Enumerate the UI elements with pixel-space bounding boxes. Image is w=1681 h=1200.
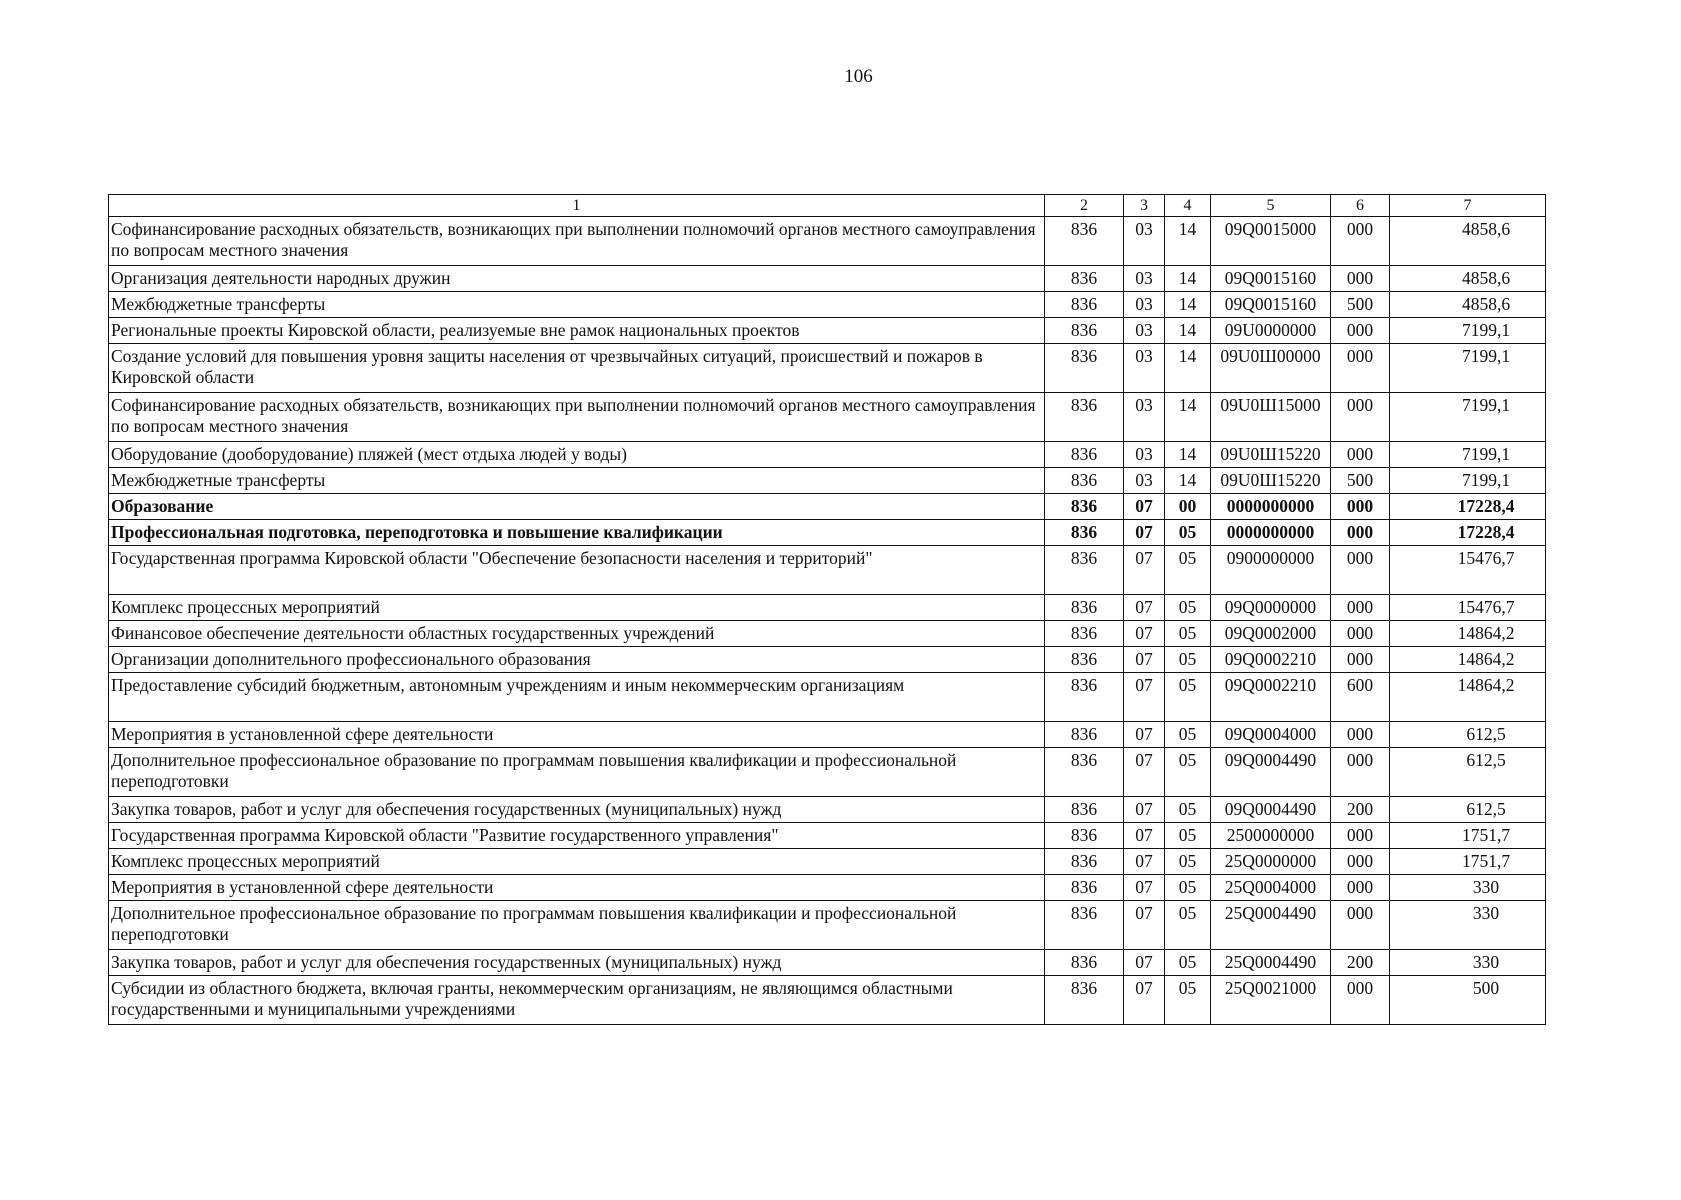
section-code-cell: 07 bbox=[1124, 797, 1165, 823]
ministry-code-cell: 836 bbox=[1045, 468, 1124, 494]
amount-cell: 15476,7 bbox=[1390, 546, 1546, 595]
section-code-cell: 03 bbox=[1124, 393, 1165, 442]
table-row bbox=[109, 217, 1546, 266]
expense-type-cell: 000 bbox=[1331, 520, 1390, 546]
subsection-code-cell: 05 bbox=[1165, 875, 1211, 901]
row-name-cell: Комплекс процессных мероприятий bbox=[109, 595, 1045, 621]
budget-table bbox=[108, 194, 1546, 1025]
ministry-code-cell: 836 bbox=[1045, 494, 1124, 520]
ministry-code-cell: 836 bbox=[1045, 621, 1124, 647]
amount-cell: 612,5 bbox=[1390, 722, 1546, 748]
row-name-cell: Предоставление субсидий бюджетным, автономным учреждениям и иным некоммерческим организациям bbox=[109, 673, 1045, 722]
column-number-row bbox=[109, 195, 1546, 217]
row-name-cell: Комплекс процессных мероприятий bbox=[109, 849, 1045, 875]
section-code-cell: 03 bbox=[1124, 468, 1165, 494]
ministry-code-cell: 836 bbox=[1045, 266, 1124, 292]
expense-type-cell: 000 bbox=[1331, 901, 1390, 950]
row-name-cell: Организация деятельности народных дружин bbox=[109, 266, 1045, 292]
table-row bbox=[109, 494, 1546, 520]
subsection-code-cell: 05 bbox=[1165, 823, 1211, 849]
section-code-cell: 03 bbox=[1124, 318, 1165, 344]
table-row bbox=[109, 950, 1546, 976]
target-article-cell: 09Q0004000 bbox=[1211, 722, 1331, 748]
ministry-code-cell: 836 bbox=[1045, 442, 1124, 468]
target-article-cell: 09Q0015160 bbox=[1211, 292, 1331, 318]
amount-cell: 612,5 bbox=[1390, 797, 1546, 823]
table-row bbox=[109, 797, 1546, 823]
target-article-cell: 09Q0002210 bbox=[1211, 673, 1331, 722]
subsection-code-cell: 05 bbox=[1165, 722, 1211, 748]
section-code-cell: 07 bbox=[1124, 849, 1165, 875]
row-name-cell: Финансовое обеспечение деятельности областных государственных учреждений bbox=[109, 621, 1045, 647]
table-row bbox=[109, 673, 1546, 722]
table-row bbox=[109, 748, 1546, 797]
expense-type-cell: 200 bbox=[1331, 950, 1390, 976]
ministry-code-cell: 836 bbox=[1045, 976, 1124, 1025]
table-row bbox=[109, 520, 1546, 546]
amount-cell: 7199,1 bbox=[1390, 393, 1546, 442]
expense-type-cell: 000 bbox=[1331, 442, 1390, 468]
target-article-cell: 0000000000 bbox=[1211, 520, 1331, 546]
ministry-code-cell: 836 bbox=[1045, 849, 1124, 875]
target-article-cell: 09U0Ш00000 bbox=[1211, 344, 1331, 393]
ministry-code-cell: 836 bbox=[1045, 647, 1124, 673]
target-article-cell: 09U0Ш15000 bbox=[1211, 393, 1331, 442]
row-name-cell: Субсидии из областного бюджета, включая гранты, некоммерческим организациям, не являющимся областными государственными и муниципальными учреждениями bbox=[109, 976, 1045, 1025]
section-code-cell: 07 bbox=[1124, 823, 1165, 849]
table-row bbox=[109, 292, 1546, 318]
subsection-code-cell: 05 bbox=[1165, 797, 1211, 823]
table-row bbox=[109, 318, 1546, 344]
target-article-cell: 09Q0002210 bbox=[1211, 647, 1331, 673]
target-article-cell: 2500000000 bbox=[1211, 823, 1331, 849]
ministry-code-cell: 836 bbox=[1045, 797, 1124, 823]
section-code-cell: 07 bbox=[1124, 673, 1165, 722]
ministry-code-cell: 836 bbox=[1045, 823, 1124, 849]
section-code-cell: 03 bbox=[1124, 266, 1165, 292]
subsection-code-cell: 05 bbox=[1165, 621, 1211, 647]
subsection-code-cell: 14 bbox=[1165, 217, 1211, 266]
expense-type-cell: 000 bbox=[1331, 266, 1390, 292]
section-code-cell: 07 bbox=[1124, 722, 1165, 748]
row-name-cell: Дополнительное профессиональное образование по программам повышения квалификации и профессиональной переподготовки bbox=[109, 901, 1045, 950]
target-article-cell: 09U0Ш15220 bbox=[1211, 468, 1331, 494]
ministry-code-cell: 836 bbox=[1045, 393, 1124, 442]
section-code-cell: 03 bbox=[1124, 442, 1165, 468]
table-row bbox=[109, 344, 1546, 393]
table-body bbox=[109, 217, 1546, 1025]
row-name-cell: Межбюджетные трансферты bbox=[109, 468, 1045, 494]
table-row bbox=[109, 875, 1546, 901]
target-article-cell: 09U0000000 bbox=[1211, 318, 1331, 344]
target-article-cell: 09Q0015160 bbox=[1211, 266, 1331, 292]
table-row bbox=[109, 468, 1546, 494]
target-article-cell: 25Q0004490 bbox=[1211, 901, 1331, 950]
row-name-cell: Мероприятия в установленной сфере деятельности bbox=[109, 722, 1045, 748]
target-article-cell: 25Q0000000 bbox=[1211, 849, 1331, 875]
amount-cell: 15476,7 bbox=[1390, 595, 1546, 621]
column-header: 5 bbox=[1211, 195, 1331, 217]
table-row bbox=[109, 393, 1546, 442]
section-code-cell: 07 bbox=[1124, 494, 1165, 520]
row-name-cell: Софинансирование расходных обязательств, возникающих при выполнении полномочий органов местного самоуправления по вопросам местного значения bbox=[109, 217, 1045, 266]
target-article-cell: 09Q0015000 bbox=[1211, 217, 1331, 266]
subsection-code-cell: 05 bbox=[1165, 673, 1211, 722]
subsection-code-cell: 05 bbox=[1165, 849, 1211, 875]
column-header: 3 bbox=[1124, 195, 1165, 217]
target-article-cell: 09Q0000000 bbox=[1211, 595, 1331, 621]
expense-type-cell: 000 bbox=[1331, 546, 1390, 595]
row-name-cell: Дополнительное профессиональное образование по программам повышения квалификации и профессиональной переподготовки bbox=[109, 748, 1045, 797]
table-row bbox=[109, 442, 1546, 468]
ministry-code-cell: 836 bbox=[1045, 901, 1124, 950]
subsection-code-cell: 14 bbox=[1165, 318, 1211, 344]
expense-type-cell: 000 bbox=[1331, 849, 1390, 875]
row-name-cell: Мероприятия в установленной сфере деятельности bbox=[109, 875, 1045, 901]
table-row bbox=[109, 901, 1546, 950]
subsection-code-cell: 14 bbox=[1165, 442, 1211, 468]
subsection-code-cell: 05 bbox=[1165, 647, 1211, 673]
section-code-cell: 07 bbox=[1124, 875, 1165, 901]
row-name-cell: Региональные проекты Кировской области, реализуемые вне рамок национальных проектов bbox=[109, 318, 1045, 344]
ministry-code-cell: 836 bbox=[1045, 292, 1124, 318]
target-article-cell: 0000000000 bbox=[1211, 494, 1331, 520]
table-row bbox=[109, 266, 1546, 292]
amount-cell: 7199,1 bbox=[1390, 442, 1546, 468]
expense-type-cell: 600 bbox=[1331, 673, 1390, 722]
section-code-cell: 07 bbox=[1124, 901, 1165, 950]
table-row bbox=[109, 976, 1546, 1025]
expense-type-cell: 000 bbox=[1331, 976, 1390, 1025]
table-row bbox=[109, 849, 1546, 875]
ministry-code-cell: 836 bbox=[1045, 748, 1124, 797]
column-header: 6 bbox=[1331, 195, 1390, 217]
expense-type-cell: 000 bbox=[1331, 621, 1390, 647]
subsection-code-cell: 00 bbox=[1165, 494, 1211, 520]
ministry-code-cell: 836 bbox=[1045, 875, 1124, 901]
expense-type-cell: 000 bbox=[1331, 344, 1390, 393]
table-row bbox=[109, 546, 1546, 595]
subsection-code-cell: 14 bbox=[1165, 344, 1211, 393]
amount-cell: 612,5 bbox=[1390, 748, 1546, 797]
expense-type-cell: 000 bbox=[1331, 823, 1390, 849]
amount-cell: 1751,7 bbox=[1390, 849, 1546, 875]
amount-cell: 7199,1 bbox=[1390, 344, 1546, 393]
subsection-code-cell: 14 bbox=[1165, 393, 1211, 442]
ministry-code-cell: 836 bbox=[1045, 673, 1124, 722]
ministry-code-cell: 836 bbox=[1045, 546, 1124, 595]
expense-type-cell: 000 bbox=[1331, 748, 1390, 797]
expense-type-cell: 000 bbox=[1331, 875, 1390, 901]
amount-cell: 7199,1 bbox=[1390, 468, 1546, 494]
expense-type-cell: 000 bbox=[1331, 647, 1390, 673]
expense-type-cell: 000 bbox=[1331, 595, 1390, 621]
target-article-cell: 09Q0004490 bbox=[1211, 748, 1331, 797]
row-name-cell: Создание условий для повышения уровня защиты населения от чрезвычайных ситуаций, происшествий и пожаров в Кировской области bbox=[109, 344, 1045, 393]
amount-cell: 14864,2 bbox=[1390, 621, 1546, 647]
row-name-cell: Государственная программа Кировской области "Развитие государственного управления" bbox=[109, 823, 1045, 849]
row-name-cell: Закупка товаров, работ и услуг для обеспечения государственных (муниципальных) нужд bbox=[109, 797, 1045, 823]
section-code-cell: 03 bbox=[1124, 344, 1165, 393]
subsection-code-cell: 05 bbox=[1165, 950, 1211, 976]
row-name-cell: Межбюджетные трансферты bbox=[109, 292, 1045, 318]
subsection-code-cell: 05 bbox=[1165, 546, 1211, 595]
amount-cell: 14864,2 bbox=[1390, 647, 1546, 673]
amount-cell: 4858,6 bbox=[1390, 266, 1546, 292]
subsection-code-cell: 05 bbox=[1165, 976, 1211, 1025]
expense-type-cell: 000 bbox=[1331, 217, 1390, 266]
amount-cell: 330 bbox=[1390, 901, 1546, 950]
section-code-cell: 07 bbox=[1124, 546, 1165, 595]
ministry-code-cell: 836 bbox=[1045, 344, 1124, 393]
subsection-code-cell: 05 bbox=[1165, 595, 1211, 621]
expense-type-cell: 000 bbox=[1331, 318, 1390, 344]
table-row bbox=[109, 647, 1546, 673]
row-name-cell: Закупка товаров, работ и услуг для обеспечения государственных (муниципальных) нужд bbox=[109, 950, 1045, 976]
ministry-code-cell: 836 bbox=[1045, 520, 1124, 546]
ministry-code-cell: 836 bbox=[1045, 722, 1124, 748]
amount-cell: 17228,4 bbox=[1390, 520, 1546, 546]
expense-type-cell: 200 bbox=[1331, 797, 1390, 823]
section-code-cell: 03 bbox=[1124, 292, 1165, 318]
amount-cell: 1751,7 bbox=[1390, 823, 1546, 849]
expense-type-cell: 000 bbox=[1331, 393, 1390, 442]
row-name-cell: Государственная программа Кировской области "Обеспечение безопасности населения и территорий" bbox=[109, 546, 1045, 595]
expense-type-cell: 500 bbox=[1331, 292, 1390, 318]
target-article-cell: 09Q0004490 bbox=[1211, 797, 1331, 823]
target-article-cell: 0900000000 bbox=[1211, 546, 1331, 595]
target-article-cell: 25Q0004000 bbox=[1211, 875, 1331, 901]
target-article-cell: 09U0Ш15220 bbox=[1211, 442, 1331, 468]
subsection-code-cell: 14 bbox=[1165, 468, 1211, 494]
subsection-code-cell: 05 bbox=[1165, 901, 1211, 950]
amount-cell: 4858,6 bbox=[1390, 217, 1546, 266]
expense-type-cell: 000 bbox=[1331, 494, 1390, 520]
amount-cell: 4858,6 bbox=[1390, 292, 1546, 318]
section-code-cell: 07 bbox=[1124, 595, 1165, 621]
amount-cell: 500 bbox=[1390, 976, 1546, 1025]
section-code-cell: 07 bbox=[1124, 621, 1165, 647]
ministry-code-cell: 836 bbox=[1045, 595, 1124, 621]
page-number: 106 bbox=[844, 66, 873, 87]
section-code-cell: 07 bbox=[1124, 647, 1165, 673]
section-code-cell: 07 bbox=[1124, 520, 1165, 546]
section-code-cell: 07 bbox=[1124, 976, 1165, 1025]
expense-type-cell: 000 bbox=[1331, 722, 1390, 748]
amount-cell: 330 bbox=[1390, 875, 1546, 901]
row-name-cell: Образование bbox=[109, 494, 1045, 520]
target-article-cell: 25Q0021000 bbox=[1211, 976, 1331, 1025]
column-header: 4 bbox=[1165, 195, 1211, 217]
row-name-cell: Оборудование (дооборудование) пляжей (мест отдыха людей у воды) bbox=[109, 442, 1045, 468]
table-row bbox=[109, 722, 1546, 748]
table-row bbox=[109, 823, 1546, 849]
row-name-cell: Организации дополнительного профессионального образования bbox=[109, 647, 1045, 673]
table-row bbox=[109, 621, 1546, 647]
subsection-code-cell: 05 bbox=[1165, 520, 1211, 546]
subsection-code-cell: 05 bbox=[1165, 748, 1211, 797]
row-name-cell: Софинансирование расходных обязательств, возникающих при выполнении полномочий органов местного самоуправления по вопросам местного значения bbox=[109, 393, 1045, 442]
column-header: 2 bbox=[1045, 195, 1124, 217]
section-code-cell: 07 bbox=[1124, 748, 1165, 797]
row-name-cell: Профессиональная подготовка, переподготовка и повышение квалификации bbox=[109, 520, 1045, 546]
column-header: 7 bbox=[1390, 195, 1546, 217]
amount-cell: 14864,2 bbox=[1390, 673, 1546, 722]
amount-cell: 7199,1 bbox=[1390, 318, 1546, 344]
target-article-cell: 09Q0002000 bbox=[1211, 621, 1331, 647]
subsection-code-cell: 14 bbox=[1165, 266, 1211, 292]
table-row bbox=[109, 595, 1546, 621]
section-code-cell: 07 bbox=[1124, 950, 1165, 976]
column-header: 1 bbox=[109, 195, 1045, 217]
ministry-code-cell: 836 bbox=[1045, 950, 1124, 976]
ministry-code-cell: 836 bbox=[1045, 217, 1124, 266]
ministry-code-cell: 836 bbox=[1045, 318, 1124, 344]
section-code-cell: 03 bbox=[1124, 217, 1165, 266]
target-article-cell: 25Q0004490 bbox=[1211, 950, 1331, 976]
subsection-code-cell: 14 bbox=[1165, 292, 1211, 318]
amount-cell: 330 bbox=[1390, 950, 1546, 976]
amount-cell: 17228,4 bbox=[1390, 494, 1546, 520]
expense-type-cell: 500 bbox=[1331, 468, 1390, 494]
